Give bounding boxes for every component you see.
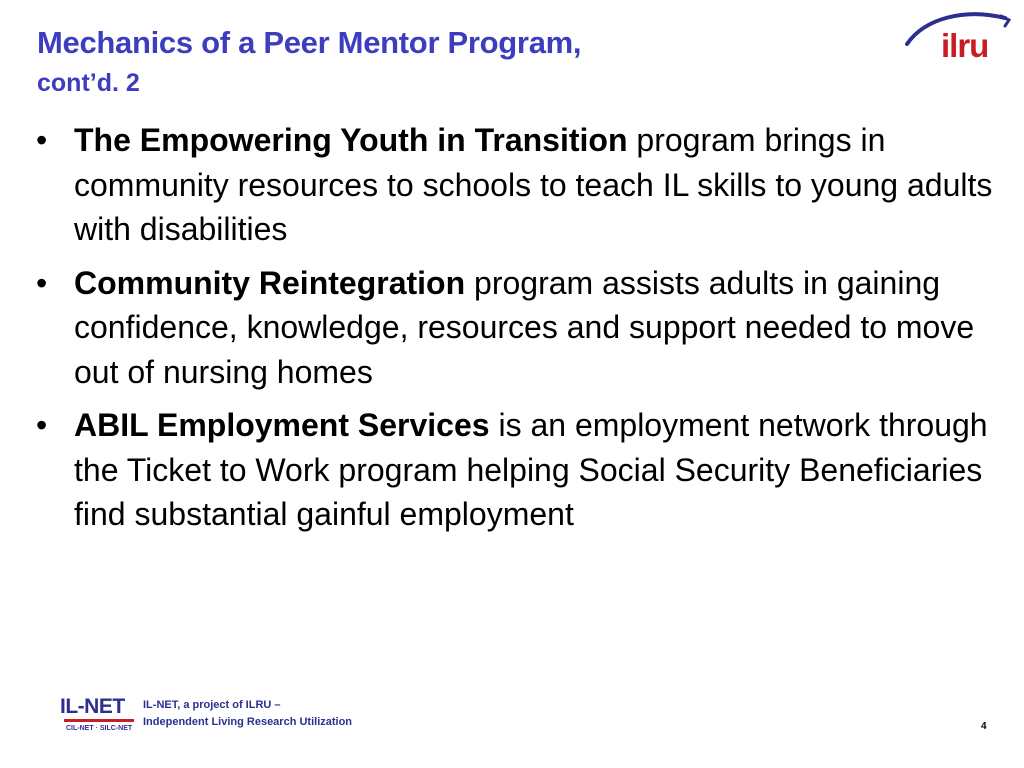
footer-line-2: Independent Living Research Utilization bbox=[143, 716, 353, 728]
bullet-bold: Community Reintegration bbox=[74, 264, 466, 301]
il-net-logo bbox=[60, 694, 140, 738]
bullet-dot: • bbox=[36, 407, 48, 443]
bullet-bold: ABIL Employment Services bbox=[74, 407, 490, 443]
bullet-item bbox=[36, 118, 996, 252]
bullet-bold: The Empowering Youth in Transition bbox=[74, 122, 628, 158]
page-number: 4 bbox=[981, 721, 987, 732]
bullet-text: program brings in community resources to schools to teach IL skills to young adults with disabilities bbox=[74, 122, 993, 247]
footer-text bbox=[143, 697, 352, 731]
bullet-dot: • bbox=[36, 122, 48, 158]
slide-title: Mechanics of a Peer Mentor Program, bbox=[37, 25, 582, 60]
bullet-dot: • bbox=[36, 264, 48, 301]
bullet-item bbox=[36, 403, 996, 537]
il-net-logo-text: IL-NET bbox=[60, 695, 125, 718]
bullet-list bbox=[36, 118, 996, 546]
bullet-item bbox=[36, 261, 996, 395]
ilru-logo bbox=[905, 6, 1013, 66]
title-block bbox=[37, 22, 857, 98]
bullet-text: is an employment network through the Ticket to Work program helping Social Security Beneficiaries find substantial gainful employment bbox=[74, 407, 988, 532]
slide-subtitle: cont’d. 2 bbox=[37, 69, 140, 97]
il-net-logo-subtext: CIL-NET · SILC-NET bbox=[66, 725, 133, 732]
ilru-logo-word: ilru bbox=[941, 27, 989, 64]
footer-line-1: IL-NET, a project of ILRU – bbox=[143, 699, 281, 711]
bullet-text: program assists adults in gaining confidence, knowledge, resources and support needed to move out of nursing homes bbox=[74, 264, 975, 390]
il-net-logo-bar bbox=[64, 719, 134, 722]
